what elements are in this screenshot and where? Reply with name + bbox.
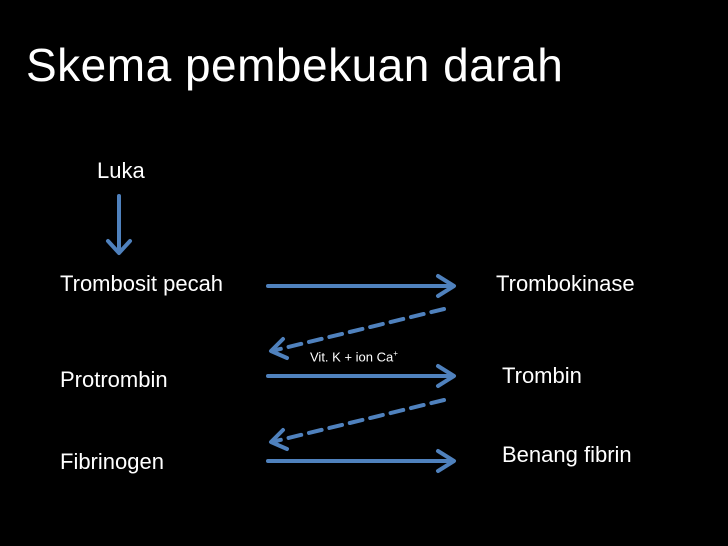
condition-superscript: +	[393, 349, 398, 358]
node-benang-fibrin: Benang fibrin	[502, 442, 632, 467]
arrow-protrombin-to-trombin	[268, 366, 454, 386]
slide-title: Skema pembekuan darah	[26, 39, 564, 91]
arrow-fibrinogen-to-benang-fibrin	[268, 451, 454, 471]
condition-text: Vit. K + ion Ca	[310, 349, 394, 365]
node-trombin: Trombin	[502, 363, 582, 388]
node-trombosit-pecah: Trombosit pecah	[60, 271, 224, 296]
node-protrombin: Protrombin	[60, 367, 168, 392]
arrow-trombosit-to-trombokinase	[268, 276, 454, 296]
node-trombokinase: Trombokinase	[496, 271, 635, 296]
arrow-luka-to-trombosit	[108, 196, 130, 253]
arrow-trombokinase-dashed	[271, 309, 444, 358]
node-fibrinogen: Fibrinogen	[60, 449, 164, 474]
node-luka: Luka	[97, 158, 145, 183]
arrow-trombin-dashed	[271, 400, 444, 449]
